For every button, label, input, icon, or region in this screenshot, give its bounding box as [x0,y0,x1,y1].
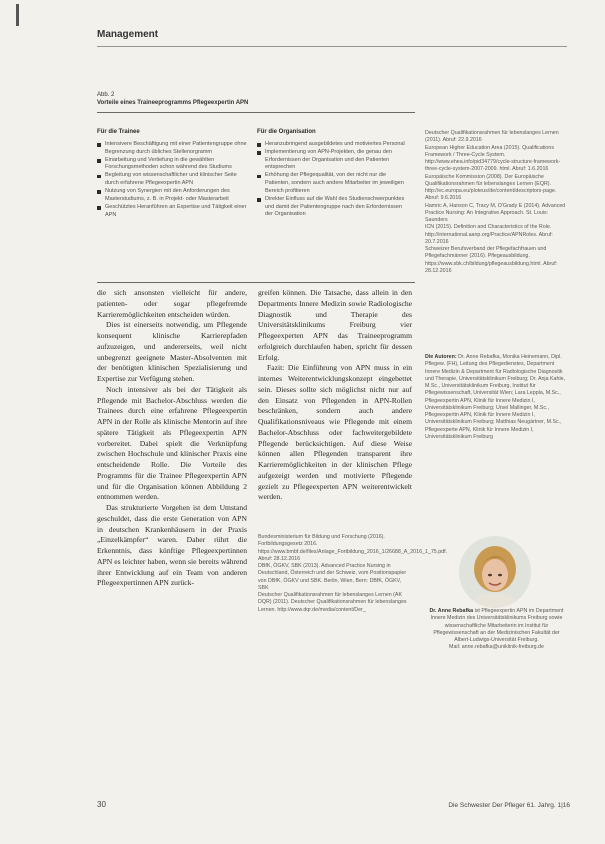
caption-email: Mail: anne.rebafka@uniklinik-freiburg.de [449,644,544,651]
author-photo [458,535,532,609]
benefit-item: Implementierung von APN-Projekten, die genau den Erfordernissen der Organisation und den Patienten entsprechen [257,149,411,172]
page-edge-marker [16,4,19,26]
figure-top-rule [97,112,415,113]
benefit-list [257,141,411,219]
benefit-item: Heranzubringend ausgebildetes und motiviertes Personal [257,141,411,149]
author-info-text: Dr. Anne Rebafka, Monika Heinemann, Dipl. Pflegew. (FH), Leitung des Pflegedienstes, Department Innere Medizin & Department für Radiologische Diagnostik und Therapie, Universitätsklinikum Freiburg; Dr. Anja Kahle, M.Sc., Universitätsklinikum Freiburg, Institut für Pflegewissenschaft, Universität Wien; Lara Leppla, M.Sc., Pflegeexpertin APN, Klinik für Innere Medizin I, Universitätsklinikum Freiburg; Ursel Mallinger, M.Sc., Pflegeexpertin APN, Klinik für Innere Medizin I, Universitätsklinikum Freiburg; Matthias Neugärtner, M.Sc., Pflegeexperte APN, Klinik für Innere Medizin I, Universitätsklinikum Freiburg [425,354,566,440]
figure-title: Vorteile eines Traineeprogramms Pflegeexpertin APN [97,100,249,106]
body-paragraph: greifen können. Die Tatsache, dass allein in den Departments Innere Medizin sowie Radiologische Diagnostik und Therapie des Universitätsklinikums Freiburg vier Pflegeexperten APN das Traineeprogramm erfolgreich durchlaufen haben, spricht für dessen Erfolg. [258,288,412,362]
reference-entry: ICN (2015). Definition and Characteristics of the Role. http://international.aanp.org/Practice/APNRoles. Abruf: 20.7.2016 [425,224,553,245]
reference-entry: Deutscher Qualifikationsrahmen für lebenslanges Lernen (2011). Abruf: 22.9.2016 [425,130,559,144]
reference-entry: Deutscher Qualifikationsrahmen für lebenslanges Lernen (AK DQR) (2011). Deutscher Qualifikationsrahmen für lebenslanges Lernen. http://www.dqr.de/media/content/Der_ [258,592,407,613]
header-rule [97,46,567,47]
references-continued [258,534,448,614]
figure-column-trainee [97,129,249,220]
body-paragraph: die sich ansonsten vielleicht für andere, patienten- oder sogar pflegefremde Karrieremöglichkeiten entscheiden würden. [97,288,247,319]
benefit-item: Direkter Einfluss auf die Wahl des Studienschwerpunktes und damit der Patientengruppe nach den Erfordernissen der Organisation [257,196,411,219]
body-paragraph: Fazit: Die Einführung von APN muss in ein internes Weiterentwicklungskonzept eingebettet sein. Dieses sollte sich möglichst nicht nur auf den Einsatz von Pflegenden in APN-Rollen beschränken, sondern auch andere Qualifikationsniveaus wie Pflegende mit einem Bachelor-Abschluss oder fachweitergebildete Pflegende berücksichtigen. Auf diese Weise können allen Pflegenden transparent ihre Karrieremöglichkeiten in der klinischen Pflege aufgezeigt werden und motivierte Pflegende gezielt zu Pflegeexperten APN weiterentwickelt werden. [258,363,412,502]
body-paragraph: Das strukturierte Vorgehen ist dem Umstand geschuldet, dass die erste Generation von APN in deutschen Krankenhäusern in der Praxis „Einzelkämpfer“ waren. Daher rührt die Erkenntnis, dass künftige Pflegeexpertinnen APN es leichter haben, wenn sie bereits während ihrer Entwicklung auf ein Team von anderen Pflegeexpertinnen APN zurück- [97,503,247,588]
body-column-2 [258,288,412,503]
figure-caption [97,91,248,107]
caption-name: Dr. Anne Rebafka [429,608,474,614]
figure-column-heading: Für die Trainee [97,129,140,135]
benefit-item: Intensivere Beschäftigung mit einer Patientengruppe ohne Begrenzung durch übliches Stellenorgramm [97,141,249,156]
benefit-item: Einarbeitung und Vertiefung in die gewählten Forschungsmethoden schon während des Studiums [97,157,249,172]
figure-bottom-rule [97,282,415,283]
journal-footer: Die Schwester Der Pfleger 61. Jahrg. 1|16 [448,802,570,809]
benefit-item: Nutzung von Synergien mit den Anforderungen des Masterstudiums, z. B. in Projekt- oder Masterarbeit [97,188,249,203]
references-list [425,130,568,275]
author-photo-caption [425,608,568,652]
reference-entry: Hamric A, Hanson C, Tracy M, O'Grady E (2014). Advanced Practice Nursing: An Integrative Approach. St. Louis: Saunders [425,202,566,223]
reference-entry: DBfK, ÖGKV, SBK (2013). Advanced Practice Nursing in Deutschland, Österreich und der Schweiz, vom Positionspapier von DBfK, ÖGKV und SBK. Berlin, Wien, Bern: DBfK, ÖGKV, SBK [258,563,407,591]
figure-label: Abb. 2 [97,92,115,98]
reference-entry: Bundesministerium für Bildung und Forschung (2016). Fortbildungsgesetz 2016. https://www.bmbf.de/files/Anlage_Fortbildung_2016_1/26688_A_2016_1_75.pdf. Abruf: 28.12.2016 [258,534,448,562]
benefit-list [97,141,249,219]
benefit-item: Begleitung von wissenschaftlicher und klinischer Seite durch erfahrene Pflegeexpertin APN [97,172,249,187]
body-paragraph: Dies ist einerseits notwendig, um Pflegende konsequent klinische Karrierepfaden aufzuzeigen, und andererseits, weil nicht unbegrenzt geeignete Master-Absolventen mit der benötigten klinischen Spezialisierung und Expertise zur Verfügung stehen. [97,320,247,383]
section-header: Management [97,29,159,40]
figure-column-organisation [257,129,411,219]
caption-text: ist Pflegeexpertin APN im Department Innere Medizin des Universitätsklinikums Freiburg sowie wissenschaftliche Mitarbeiterin im Institut für Pflegewissenschaft an der Medizinischen Fakultät der Albert-Ludwigs-Universität Freiburg. [430,608,564,643]
body-paragraph: Noch intensiver als bei der Tätigkeit als Pflegende mit Bachelor-Abschluss werden die Trainees durch eine erfahrene Pflegeexpertin APN in der Rolle als klinische Mentorin auf ihre spätere Tätigkeit als Pflegeexpertin APN vorbereitet. Dabei spielt die Verknüpfung zwischen Hochschule und klinischer Praxis eine entscheidende Rolle. Die Vorteile des Programms für die Trainee Pflegeexpertin APN und für die Organisation können Abbildung 2 entnommen werden. [97,384,247,502]
page-number: 30 [97,800,106,809]
reference-entry: Schweizer Berufsverband der Pflegefachfrauen und Pflegefachmänner (2016). Pflegeausbildung. https://www.sbk.ch/bildung/pflegeausbildung.html. Abruf: 28.12.2016 [425,246,558,274]
figure-column-heading: Für die Organisation [257,129,316,135]
reference-entry: European Higher Education Area (2015). Qualifications Framework / Three-Cycle System. http://www.ehea.info/pid34779/cycle-structure-framework-three-cycle-system-2007-2009. html. Abruf: 1.6.2016 [425,144,561,173]
author-info [425,354,568,441]
reference-entry: Europäische Kommission (2008). Der Europäische Qualifikationsrahmen für lebenslanges Lernen (EQR). http://ec.europa.eu/ploteus/de/content/descriptors-page. Abruf: 9.6.2016 [425,173,557,202]
benefit-item: Erhöhung der Pflegequalität, von der nicht nur die Patienten, sondern auch andere Mitarbeiter im jeweiligen Bereich profitieren [257,172,411,195]
benefit-item: Geschütztes Heranführen an Expertise und Tätigkeit einer APN [97,204,249,219]
author-info-lead: Die Autoren: [425,354,457,360]
body-column-1 [97,288,247,589]
